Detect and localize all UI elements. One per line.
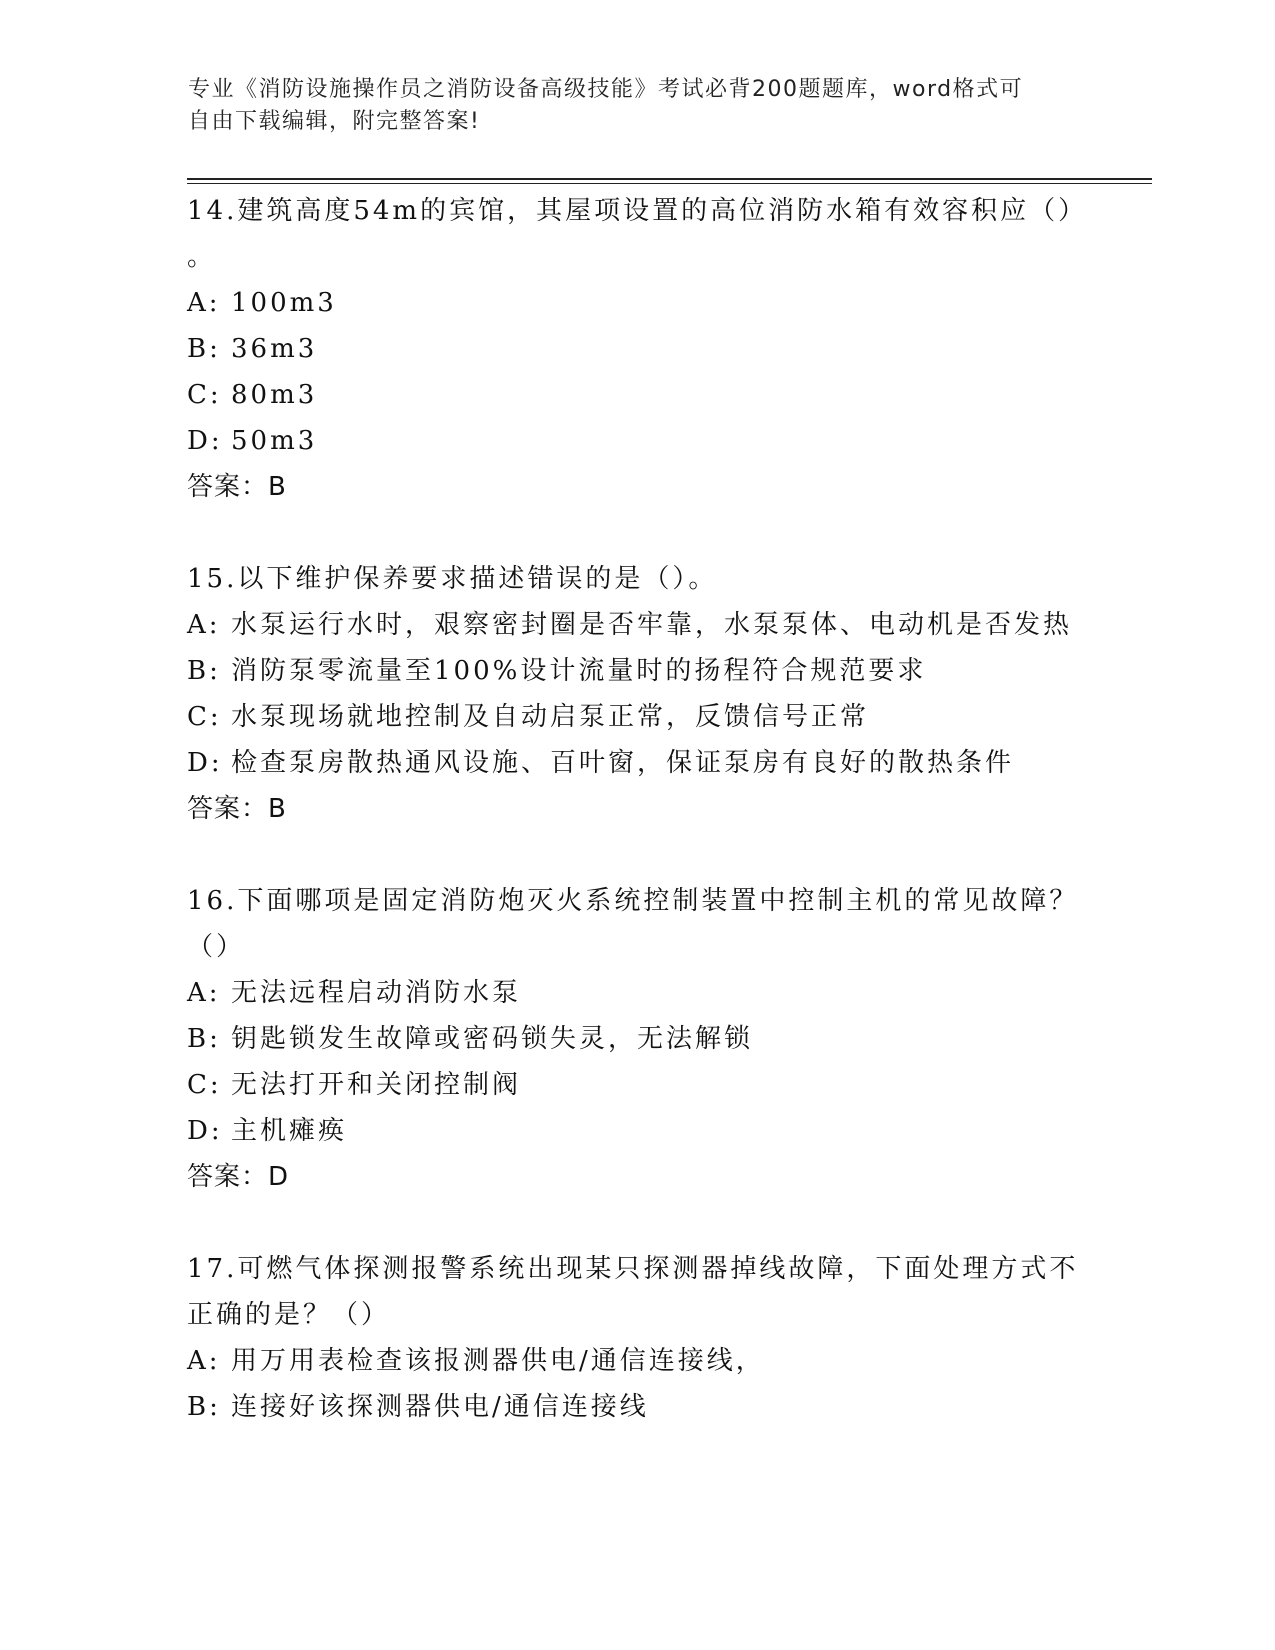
option-letter: B: (187, 1392, 221, 1422)
header-line-2: 自由下载编辑，附完整答案! (188, 109, 481, 134)
option-b (187, 326, 1087, 372)
question-stem-cont: 正确的是？（） (187, 1300, 391, 1330)
header-line-1: 专业《消防设施操作员之消防设备高级技能》考试必背200题题库，word格式可 (188, 77, 1024, 102)
option-a (187, 970, 1087, 1016)
question-stem-cont: 。 (187, 242, 217, 272)
option-a (187, 1338, 1087, 1384)
header-rule-thick (187, 178, 1152, 180)
option-a (187, 280, 1087, 326)
answer-line: 答案：B (187, 794, 287, 824)
option-text: 50m3 (231, 426, 318, 456)
option-letter: A: (187, 1346, 221, 1376)
option-letter: A: (187, 978, 221, 1008)
option-text: 水泵现场就地控制及自动启泵正常，反馈信号正常 (231, 702, 870, 732)
option-text: 钥匙锁发生故障或密码锁失灵，无法解锁 (231, 1024, 754, 1054)
option-d (187, 740, 1087, 786)
option-c (187, 372, 1087, 418)
question-16 (187, 878, 1087, 1200)
option-letter: B: (187, 334, 221, 364)
option-b (187, 648, 1087, 694)
question-17 (187, 1246, 1087, 1430)
option-text: 100m3 (231, 288, 337, 318)
option-c (187, 1062, 1087, 1108)
spacer (187, 832, 1087, 878)
option-text: 80m3 (231, 380, 318, 410)
spacer (187, 510, 1087, 556)
option-letter: D: (187, 426, 223, 456)
option-letter: A: (187, 610, 221, 640)
option-letter: A: (187, 288, 221, 318)
question-stem: 14.建筑高度54m的宾馆，其屋项设置的高位消防水箱有效容积应（） (187, 196, 1088, 226)
option-text: 水泵运行水时，艰察密封圈是否牢靠，水泵泵体、电动机是否发热 (231, 610, 1073, 640)
option-letter: B: (187, 1024, 221, 1054)
option-text: 用万用表检查该报测器供电/通信连接线， (231, 1346, 765, 1376)
option-letter: C: (187, 1070, 222, 1100)
option-text: 主机瘫痪 (231, 1116, 348, 1146)
question-stem: 16.下面哪项是固定消防炮灭火系统控制装置中控制主机的常见故障？ (187, 886, 1079, 916)
question-stem-cont: （） (187, 932, 246, 962)
option-letter: C: (187, 702, 222, 732)
option-text: 无法远程启动消防水泵 (231, 978, 522, 1008)
option-text: 检查泵房散热通风设施、百叶窗，保证泵房有良好的散热条件 (231, 748, 1015, 778)
option-c (187, 694, 1087, 740)
option-text: 36m3 (231, 334, 318, 364)
option-text: 连接好该探测器供电/通信连接线 (231, 1392, 649, 1422)
question-14 (187, 188, 1087, 510)
option-d (187, 418, 1087, 464)
option-letter: B: (187, 656, 221, 686)
option-d (187, 1108, 1087, 1154)
answer-line: 答案：B (187, 472, 287, 502)
option-text: 消防泵零流量至100%设计流量时的扬程符合规范要求 (231, 656, 927, 686)
option-a (187, 602, 1087, 648)
question-stem: 17.可燃气体探测报警系统出现某只探测器掉线故障，下面处理方式不 (187, 1254, 1079, 1284)
document-header (188, 74, 1088, 138)
option-b (187, 1384, 1087, 1430)
option-letter: D: (187, 748, 223, 778)
question-15 (187, 556, 1087, 832)
option-letter: D: (187, 1116, 223, 1146)
answer-line: 答案：D (187, 1162, 290, 1192)
question-stem: 15.以下维护保养要求描述错误的是（）。 (187, 564, 718, 594)
spacer (187, 1200, 1087, 1246)
option-letter: C: (187, 380, 222, 410)
option-text: 无法打开和关闭控制阀 (231, 1070, 522, 1100)
option-b (187, 1016, 1087, 1062)
question-list (187, 188, 1087, 1430)
header-rule-thin (187, 183, 1152, 184)
